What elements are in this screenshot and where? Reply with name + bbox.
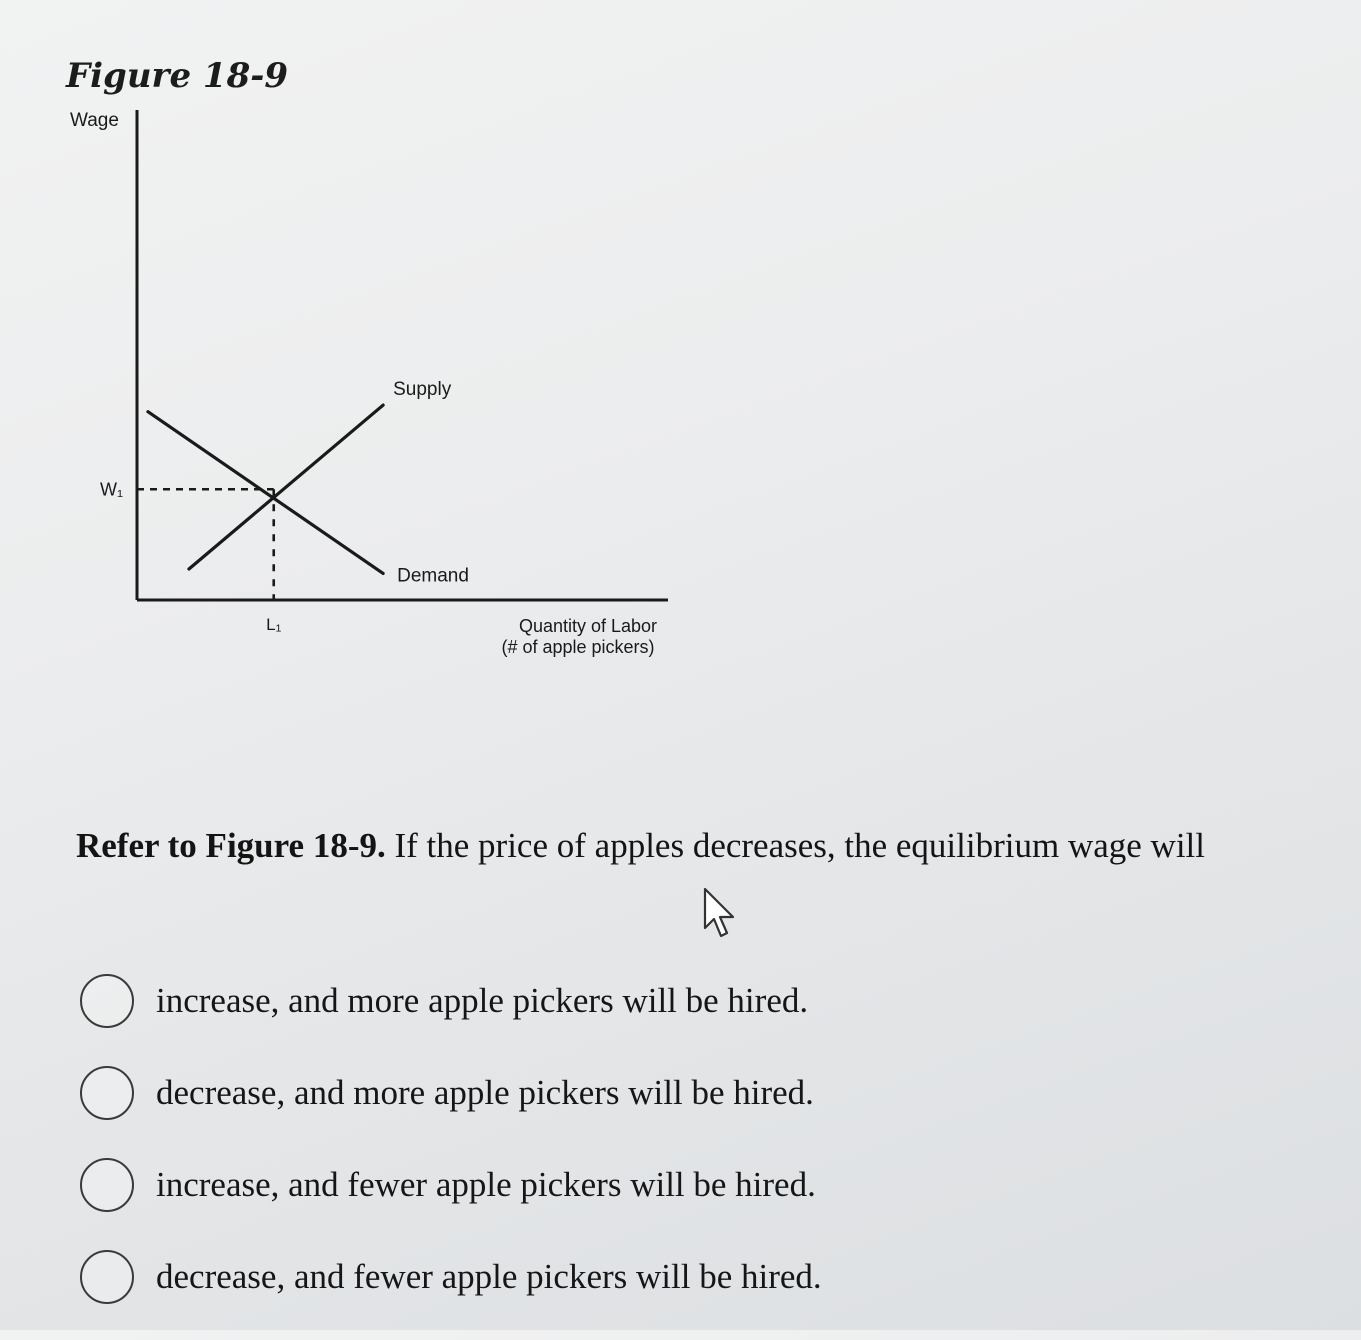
option-label: increase, and fewer apple pickers will be hired. [156, 1165, 816, 1204]
radio-button[interactable] [80, 1158, 134, 1212]
option-4[interactable] [80, 1248, 980, 1306]
series-label-supply: Supply [393, 379, 452, 401]
x-axis-label-line2: (# of apple pickers) [501, 637, 655, 657]
series-line-supply [189, 405, 383, 569]
y-axis-label: Wage [70, 110, 119, 131]
supply-demand-chart [0, 0, 760, 700]
answer-options [80, 972, 980, 1340]
mouse-pointer-icon [702, 886, 742, 942]
option-2[interactable] [80, 1064, 980, 1122]
y-tick-label: W₁ [100, 479, 124, 500]
radio-button[interactable] [80, 974, 134, 1028]
question-body: If the price of apples decreases, the equilibrium wage will [385, 826, 1206, 865]
x-axis-label-line1: Quantity of Labor [518, 616, 658, 636]
option-label: increase, and more apple pickers will be hired. [156, 981, 809, 1020]
x-tick-label: L₁ [266, 615, 282, 634]
question-figure-reference: Refer to Figure 18-9. [76, 826, 386, 865]
option-label: decrease, and more apple pickers will be hired. [156, 1073, 814, 1112]
radio-button[interactable] [80, 1066, 134, 1120]
series-label-demand: Demand [397, 565, 469, 587]
option-3[interactable] [80, 1156, 980, 1214]
figure-title: Figure 18-9 [66, 56, 289, 96]
option-1[interactable] [80, 972, 980, 1030]
option-label: decrease, and fewer apple pickers will be hired. [156, 1257, 822, 1296]
question-text [76, 826, 1336, 866]
radio-button[interactable] [80, 1250, 134, 1304]
